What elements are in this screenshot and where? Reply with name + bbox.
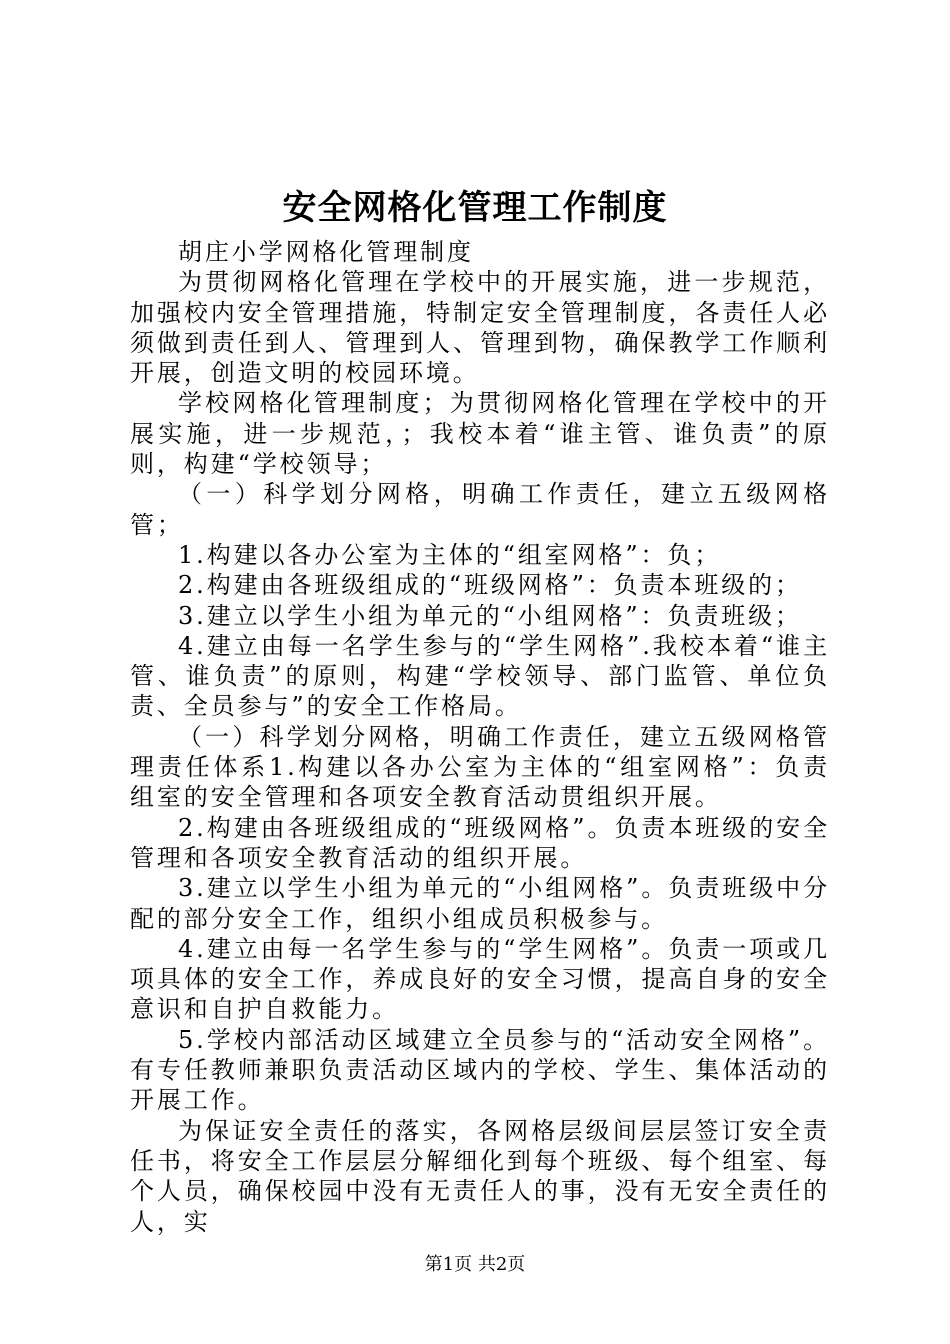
- document-title: 安全网格化管理工作制度: [282, 188, 668, 228]
- paragraph-item-4: 4.建立由每一名学生参与的“学生网格”。负责一项或几项具体的安全工作，养成良好的安全习惯，提高自身的安全意识和自护自救能力。: [130, 934, 830, 1024]
- paragraph-intro: 为贯彻网格化管理在学校中的开展实施，进一步规范，加强校内安全管理措施，特制定安全管理制度，各责任人必须做到责任到人、管理到人、管理到物，确保教学工作顺利开展，创造文明的校园环境。: [130, 268, 830, 388]
- paragraph-section-1-full: （一）科学划分网格，明确工作责任，建立五级网格管理责任体系1.构建以各办公室为主体的“组室网格”：负责组室的安全管理和各项安全教育活动贯组织开展。: [130, 722, 830, 812]
- paragraph-item-1-short: 1.构建以各办公室为主体的“组室网格”：负；: [178, 540, 722, 569]
- paragraph-item-2-short: 2.构建由各班级组成的“班级网格”：负责本班级的；: [178, 571, 802, 600]
- paragraph-school-name: 胡庄小学网格化管理制度: [178, 238, 474, 266]
- paragraph-responsibility: 为保证安全责任的落实，各网格层级间层层签订安全责任书，将安全工作层层分解细化到每个班级、每个组室、每个人员，确保校园中没有无责任人的事，没有无安全责任的人，实: [130, 1116, 830, 1236]
- paragraph-section-1-heading: （一）科学划分网格，明确工作责任，建立五级网格管；: [130, 480, 830, 539]
- paragraph-item-2: 2.构建由各班级组成的“班级网格”。负责本班级的安全管理和各项安全教育活动的组织开展。: [130, 813, 830, 872]
- paragraph-item-3: 3.建立以学生小组为单元的“小组网格”。负责班级中分配的部分安全工作，组织小组成员积极参与。: [130, 874, 830, 933]
- page-number-footer: 第1页 共2页: [424, 1254, 526, 1275]
- paragraph-item-5: 5.学校内部活动区域建立全员参与的“活动安全网格”。有专任教师兼职负责活动区域内的学校、学生、集体活动的开展工作。: [130, 1025, 830, 1115]
- document-body: [130, 237, 830, 1237]
- paragraph-item-4-short: 4.建立由每一名学生参与的“学生网格”.我校本着“谁主管、谁负责”的原则，构建“学校领导、部门监管、单位负责、全员参与”的安全工作格局。: [130, 631, 830, 721]
- paragraph-system: 学校网格化管理制度；为贯彻网格化管理在学校中的开展实施，进一步规范，；我校本着“谁主管、谁负责”的原则，构建“学校领导；: [130, 389, 830, 479]
- paragraph-item-3-short: 3.建立以学生小组为单元的“小组网格”：负责班级；: [178, 601, 802, 630]
